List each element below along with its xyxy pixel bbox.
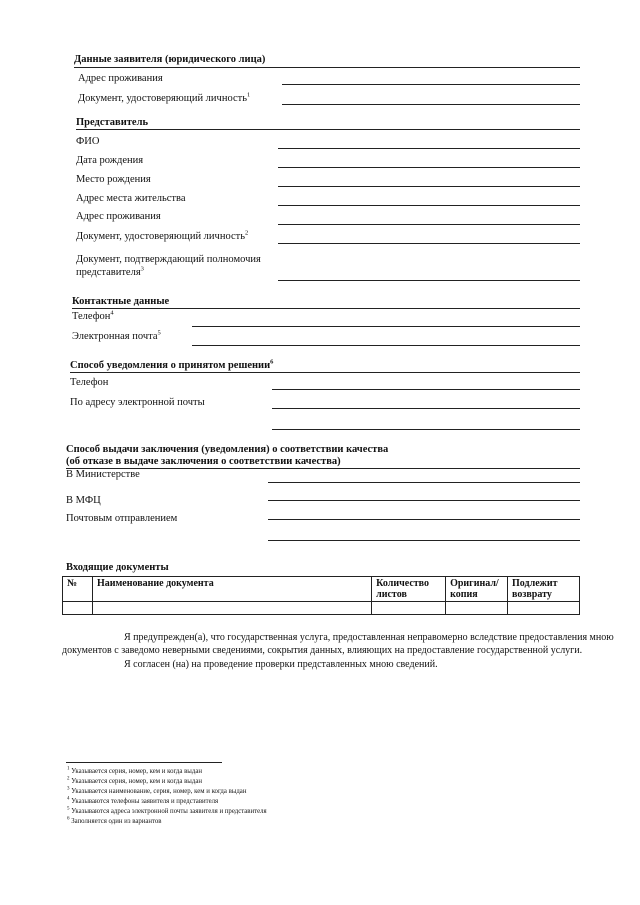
rep-residence-label: Адрес места жительства: [76, 193, 186, 204]
applicant-id-doc-label: Документ, удостоверяющий личность$^1$: [78, 91, 251, 104]
issuance-post-line-1[interactable]: [268, 519, 580, 520]
footnote-separator: [66, 762, 222, 763]
footnote-4: $^4$ Указываются телефоны заявителя и представителя: [67, 796, 219, 805]
table-cell[interactable]: [372, 602, 446, 615]
rep-authority-label-2: представителя$^3$: [76, 265, 144, 278]
rep-address-line[interactable]: [278, 224, 580, 225]
footnote-2: $^2$ Указывается серия, номер, кем и когда выдан: [67, 776, 202, 785]
representative-section-title: Представитель: [76, 117, 149, 128]
footnote-1: $^1$ Указывается серия, номер, кем и когда выдан: [67, 766, 202, 775]
rep-authority-label-1: Документ, подтверждающий полномочия: [76, 254, 261, 265]
issuance-ministry-label: В Министерстве: [66, 469, 140, 480]
contacts-section-title: Контактные данные: [72, 296, 170, 307]
rep-id-doc-label: Документ, удостоверяющий личность$^2$: [76, 229, 249, 242]
notification-email-label: По адресу электронной почты: [70, 397, 205, 408]
notification-email-line-2[interactable]: [272, 429, 580, 430]
representative-title-rule: [76, 129, 580, 130]
issuance-section-title-2: (об отказе в выдаче заключения о соответствии качества): [66, 456, 341, 467]
rep-birthdate-line[interactable]: [278, 167, 580, 168]
warning-statement: Я предупрежден(а), что государственная услуга, предоставленная неправомерно вследствие предоставления мною документов с заведомо неверными сведениями, сокрытия данных, влияющих на предоставление государственной услуги.: [62, 632, 614, 656]
col-original-copy-header: Оригинал/ копия: [446, 577, 508, 602]
issuance-ministry-line[interactable]: [268, 482, 580, 483]
issuance-title-rule: [66, 468, 580, 469]
applicant-section-title: Данные заявителя (юридического лица): [74, 54, 266, 65]
notification-email-line-1[interactable]: [272, 408, 580, 409]
issuance-post-line-2[interactable]: [268, 540, 580, 541]
notification-phone-line[interactable]: [272, 389, 580, 390]
table-cell[interactable]: [63, 602, 93, 615]
rep-id-doc-line[interactable]: [278, 243, 580, 244]
footnote-6: $^6$ Заполняется один из вариантов: [67, 816, 162, 825]
applicant-id-doc-line[interactable]: [282, 104, 580, 105]
contacts-email-line[interactable]: [192, 345, 580, 346]
contacts-phone-label: Телефон$^4$: [72, 309, 114, 322]
table-header-row: [63, 577, 580, 602]
issuance-post-label: Почтовым отправлением: [66, 513, 178, 524]
issuance-mfc-line[interactable]: [268, 500, 580, 501]
incoming-documents-table: [62, 576, 580, 615]
contacts-title-rule: [72, 308, 580, 309]
issuance-mfc-label: В МФЦ: [66, 495, 101, 506]
applicant-address-label: Адрес проживания: [78, 73, 163, 84]
contacts-phone-line[interactable]: [192, 326, 580, 327]
col-return-header: Подлежит возврату: [508, 577, 580, 602]
rep-authority-line[interactable]: [278, 280, 580, 281]
footnote-5: $^5$ Указываются адреса электронной почты заявителя и представителя: [67, 806, 267, 815]
contacts-email-label: Электронная почта$^5$: [72, 329, 161, 342]
col-doc-name-header: Наименование документа: [92, 577, 371, 602]
applicant-address-line[interactable]: [282, 84, 580, 85]
rep-birthplace-label: Место рождения: [76, 174, 151, 185]
notification-title-rule: [70, 372, 580, 373]
table-cell[interactable]: [92, 602, 371, 615]
consent-statement: Я согласен (на) на проведение проверки представленных мною сведений.: [124, 659, 438, 670]
rep-address-label: Адрес проживания: [76, 211, 161, 222]
table-row: [63, 602, 580, 615]
rep-fio-line[interactable]: [278, 148, 580, 149]
notification-section-title: Способ уведомления о принятом решении$^6$: [70, 358, 274, 371]
applicant-title-rule: [74, 67, 580, 68]
table-cell[interactable]: [446, 602, 508, 615]
rep-fio-label: ФИО: [76, 136, 100, 147]
issuance-section-title-1: Способ выдачи заключения (уведомления) о соответствии качества: [66, 444, 389, 455]
rep-residence-line[interactable]: [278, 205, 580, 206]
col-sheets-header: Количество листов: [372, 577, 446, 602]
notification-phone-label: Телефон: [70, 377, 109, 388]
incoming-section-title: Входящие документы: [66, 562, 169, 573]
col-number-header: №: [63, 577, 93, 602]
rep-birthplace-line[interactable]: [278, 186, 580, 187]
table-cell[interactable]: [508, 602, 580, 615]
footnote-3: $^3$ Указывается наименование, серия, номер, кем и когда выдан: [67, 786, 247, 795]
rep-birthdate-label: Дата рождения: [76, 155, 144, 166]
